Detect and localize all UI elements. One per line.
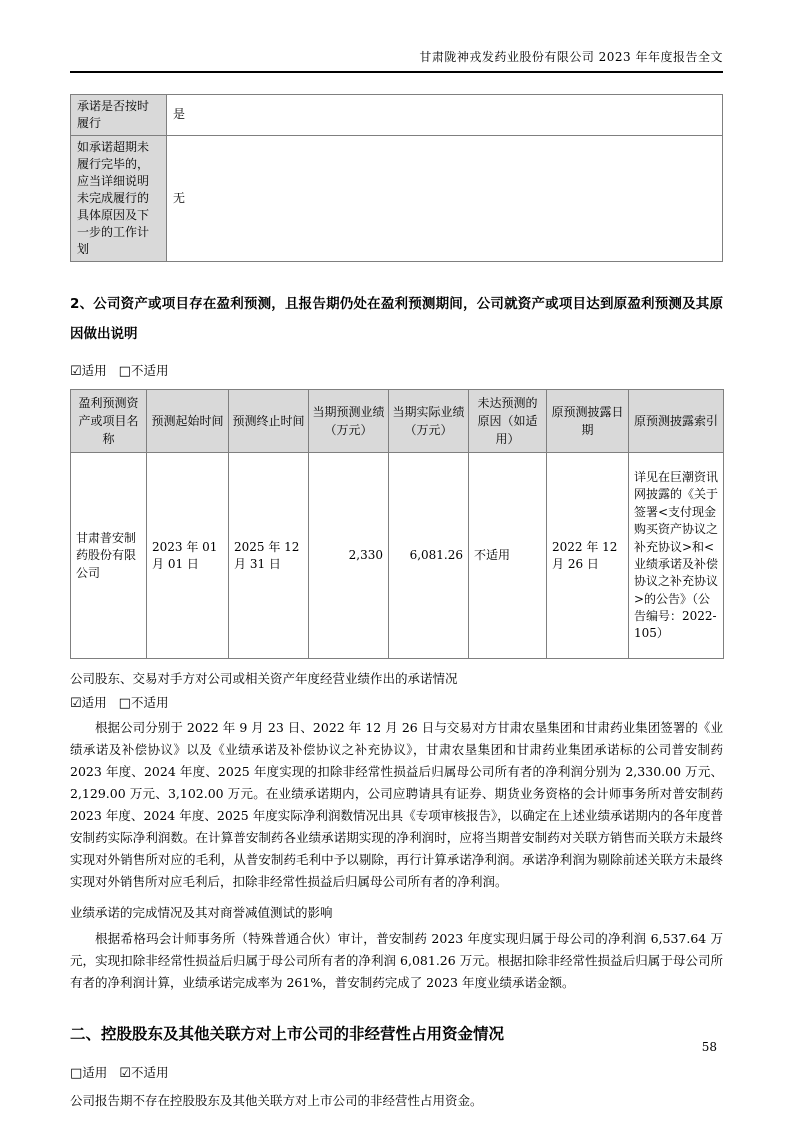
cell-forecast-performance: 2,330: [309, 453, 389, 659]
applicability-option: [119, 695, 169, 710]
applicability-option: [70, 695, 107, 710]
section-heading-profit-forecast: 2、公司资产或项目存在盈利预测，且报告期仍处在盈利预测期间，公司就资产或项目达到原盈利预测及其原因做出说明: [70, 295, 723, 343]
column-header-start-date: 预测起始时间: [147, 390, 229, 453]
commitment-intro-line: 公司股东、交易对手方对公司或相关资产年度经营业绩作出的承诺情况: [70, 671, 458, 687]
applicability-option-label: 适用: [82, 1064, 108, 1080]
cell-disclosure-index: 详见在巨潮资讯网披露的《关于签署<支付现金购买资产协议之补充协议>和<业绩承诺及补偿协议之补充协议>的公告》（公告编号：2022-105）: [629, 453, 724, 659]
checkbox-checked-icon: ☑: [70, 696, 82, 712]
applicability-option: [119, 1065, 168, 1080]
column-header-reason-not-met: 未达预测的原因（如适用）: [469, 390, 547, 453]
applicability-option: [70, 363, 107, 378]
checkbox-unchecked-icon: □: [118, 363, 131, 379]
checkbox-unchecked-icon: □: [118, 696, 131, 712]
cell-asset-name: 甘肃普安制药股份有限公司: [71, 453, 147, 659]
checkbox-unchecked-icon: □: [70, 1065, 83, 1081]
cell-start-date: 2023 年 01 月 01 日: [147, 453, 229, 659]
column-header-actual-performance: 当期实际业绩（万元）: [389, 390, 469, 453]
row-value-cell: 无: [167, 135, 723, 261]
applicability-option-label: 不适用: [130, 1064, 169, 1080]
table-header-row: [71, 390, 724, 453]
cell-end-date: 2025 年 12 月 31 日: [229, 453, 309, 659]
applicability-option-label: 不适用: [130, 362, 169, 378]
header-rule: [70, 71, 723, 73]
cell-reason-not-met: 不适用: [469, 453, 547, 659]
applicability-option-label: 适用: [81, 695, 107, 711]
checkbox-checked-icon: ☑: [70, 363, 82, 379]
row-label-cell: 承诺是否按时履行: [71, 94, 167, 135]
checkbox-checked-icon: ☑: [119, 1065, 131, 1081]
column-header-forecast-performance: 当期预测业绩（万元）: [309, 390, 389, 453]
table-row: [71, 135, 723, 261]
document-header-title: 甘肃陇神戎发药业股份有限公司 2023 年年度报告全文: [419, 50, 723, 64]
applicability-row: [70, 693, 723, 715]
row-label-cell: 如承诺超期未履行完毕的，应当详细说明未完成履行的具体原因及下一步的工作计划: [71, 135, 167, 261]
performance-result-paragraph: 根据希格玛会计师事务所（特殊普通合伙）审计，普安制药 2023 年度实现归属于母公司的净利润 6,537.64 万元，实现扣除非经常性损益后归属于母公司所有者的净利润 6,081.26 万元。根据扣除非经常性损益后归属于母公司所有者的净利润计算，业绩承诺完成率为 261%，普安制药完成了 2023 年度业绩承诺金额。: [70, 931, 723, 991]
section-heading-fund-occupation: 二、控股股东及其他关联方对上市公司的非经营性占用资金情况: [70, 1025, 505, 1044]
applicability-option-label: 不适用: [130, 695, 169, 711]
applicability-row: [70, 1063, 723, 1085]
applicability-option: [119, 363, 169, 378]
profit-forecast-table: [70, 389, 724, 659]
goodwill-impairment-subheading: 业绩承诺的完成情况及其对商誉减值测试的影响: [70, 905, 333, 921]
fund-occupation-statement: 公司报告期不存在控股股东及其他关联方对上市公司的非经营性占用资金。: [70, 1092, 483, 1108]
applicability-option-label: 适用: [81, 362, 107, 378]
row-value-cell: 是: [167, 94, 723, 135]
commitment-fulfillment-table: [70, 94, 723, 262]
table-row: [71, 94, 723, 135]
cell-disclosure-date: 2022 年 12 月 26 日: [547, 453, 629, 659]
column-header-disclosure-index: 原预测披露索引: [629, 390, 724, 453]
column-header-end-date: 预测终止时间: [229, 390, 309, 453]
applicability-row: [70, 361, 723, 383]
column-header-disclosure-date: 原预测披露日期: [547, 390, 629, 453]
commitment-paragraph: 根据公司分别于 2022 年 9 月 23 日、2022 年 12 月 26 日与交易对方甘肃农垦集团和甘肃药业集团签署的《业绩承诺及补偿协议》以及《业绩承诺及补偿协议之补充协议》，甘肃农垦集团和甘肃药业集团承诺标的公司普安制药 2023 年度、2024 年度、2025 年度实现的扣除非经常性损益后归属母公司所有者的净利润分别为 2,330.00 万元、2,129.00 万元、3,102.00 万元。在业绩承诺期内，公司应聘请具有证券、期货业务资格的会计师事务所对普安制药 2023 年度、2024 年度、2025 年度实际净利润数情况出具《专项审核报告》，以确定在上述业绩承诺期内的各年度普安制药实际净利润数。在计算普安制药各业绩承诺期实现的净利润时，应将当期普安制药对关联方销售而关联方未最终实现对外销售所对应的毛利，从普安制药毛利中予以剔除，再行计算承诺净利润。承诺净利润为剔除前述关联方未最终实现对外销售所对应毛利后，扣除非经常性损益后归属母公司所有者的净利润。: [70, 720, 723, 890]
table-row: [71, 453, 724, 659]
cell-actual-performance: 6,081.26: [389, 453, 469, 659]
applicability-option: [70, 1065, 107, 1080]
column-header-asset-name: 盈利预测资产或项目名称: [71, 390, 147, 453]
page-number: 58: [701, 1040, 717, 1054]
